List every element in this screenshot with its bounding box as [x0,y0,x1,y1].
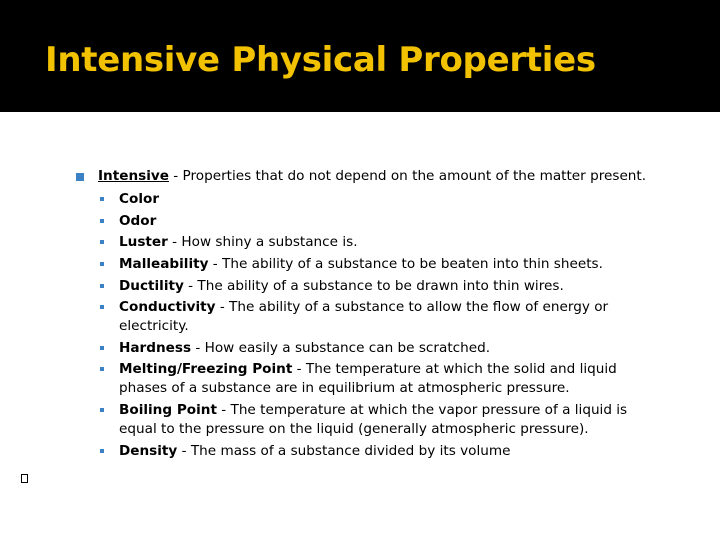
bullet-icon [100,449,104,453]
list-item [98,442,666,461]
property-term: Color [119,191,160,208]
property-definition: - The ability of a substance to allow the flow of energy or electricity. [119,299,609,335]
property-definition: - How easily a substance can be scratched. [191,339,491,356]
main-item [98,166,666,188]
property-term: Luster [119,234,168,251]
bullet-icon [100,219,104,223]
property-definition: - The ability of a substance to be beaten into thin sheets. [208,255,603,272]
list-item [98,277,666,296]
bullet-icon [100,305,104,309]
bullet-icon [100,284,104,288]
title-bar [0,0,720,112]
property-term: Odor [119,212,157,229]
list-item [98,360,666,398]
list-item [98,401,666,439]
property-term: Density [119,442,178,459]
main-item-definition: - Properties that do not depend on the amount of the matter present. [168,168,647,184]
slide-title: Intensive Physical Properties [45,40,596,80]
bullet-icon [100,197,104,201]
list-item [98,298,666,336]
property-term: Conductivity [119,299,216,316]
bullet-icon [100,240,104,244]
property-term: Ductility [119,277,184,294]
list-item [98,212,666,231]
property-definition: - The temperature at which the vapor pressure of a liquid is equal to the pressure on the liquid (generally atmospheric pressure). [119,401,628,437]
property-term: Boiling Point [119,401,217,418]
bullet-icon [100,262,104,266]
list-item [98,339,666,358]
property-definition: - The mass of a substance divided by its volume [177,442,511,459]
main-item-term: Intensive [98,168,169,184]
bullet-icon [100,346,104,350]
bullet-icon [100,408,104,412]
property-list [76,190,666,460]
property-definition: - The temperature at which the solid and liquid phases of a substance are in equilibrium at atmospheric pressure. [119,361,617,397]
property-term: Melting/Freezing Point [119,361,293,378]
square-bullet-icon [76,173,84,181]
list-item [98,190,666,209]
property-definition: - The ability of a substance to be drawn into thin wires. [183,277,564,294]
property-term: Malleability [119,255,209,272]
list-item [98,255,666,274]
bullet-icon [100,367,104,371]
property-term: Hardness [119,339,192,356]
property-definition: - How shiny a substance is. [167,234,358,251]
list-item [98,233,666,252]
slide-content [76,166,666,461]
empty-bullet-icon [21,474,28,483]
